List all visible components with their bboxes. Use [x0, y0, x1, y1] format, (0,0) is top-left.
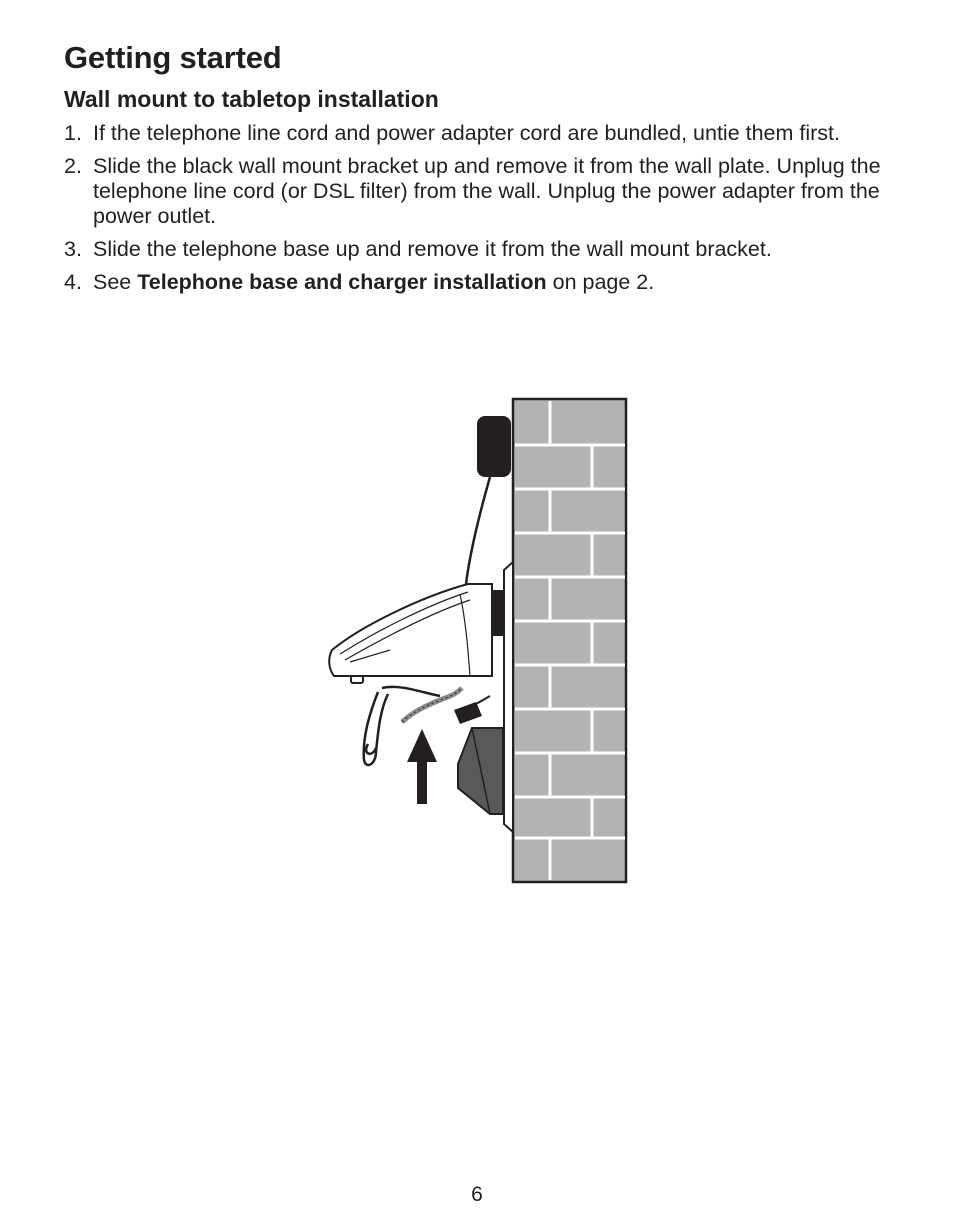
instruction-steps: [64, 121, 894, 303]
step-1: [64, 121, 894, 146]
step-number: 2.: [64, 154, 82, 178]
telephone-base-icon: [329, 584, 492, 683]
adapter-cord: [466, 477, 490, 584]
page-number: 6: [471, 1183, 483, 1206]
brick-wall-icon: [513, 399, 626, 882]
step-text: [93, 270, 894, 295]
up-arrow-icon: [407, 729, 437, 804]
step-text-suffix: on page 2.: [546, 270, 655, 294]
step-text: If the telephone line cord and power adapter cord are bundled, untie them first.: [93, 121, 840, 145]
wall-plate: [504, 562, 513, 832]
page-title: Getting started: [64, 40, 282, 75]
power-adapter-icon: [454, 702, 482, 724]
step-text: Slide the black wall mount bracket up and remove it from the wall plate. Unplug the telephone line cord (or DSL filter) from the wall. Unplug the power adapter from the power outlet.: [93, 154, 881, 228]
step-number: 3.: [64, 237, 82, 261]
step-number: 1.: [64, 121, 82, 145]
section-title: Wall mount to tabletop installation: [64, 86, 439, 112]
step-text: Slide the telephone base up and remove it from the wall mount bracket.: [93, 237, 772, 261]
wall-to-tabletop-illustration: [320, 392, 640, 892]
step-number: 4.: [64, 270, 82, 294]
step-text-prefix: See: [93, 270, 138, 294]
step-3: [64, 237, 894, 262]
cross-reference-link: Telephone base and charger installation: [137, 270, 547, 294]
step-2: [64, 154, 894, 229]
power-adapter-plug: [477, 416, 511, 477]
step-4: [64, 270, 894, 295]
